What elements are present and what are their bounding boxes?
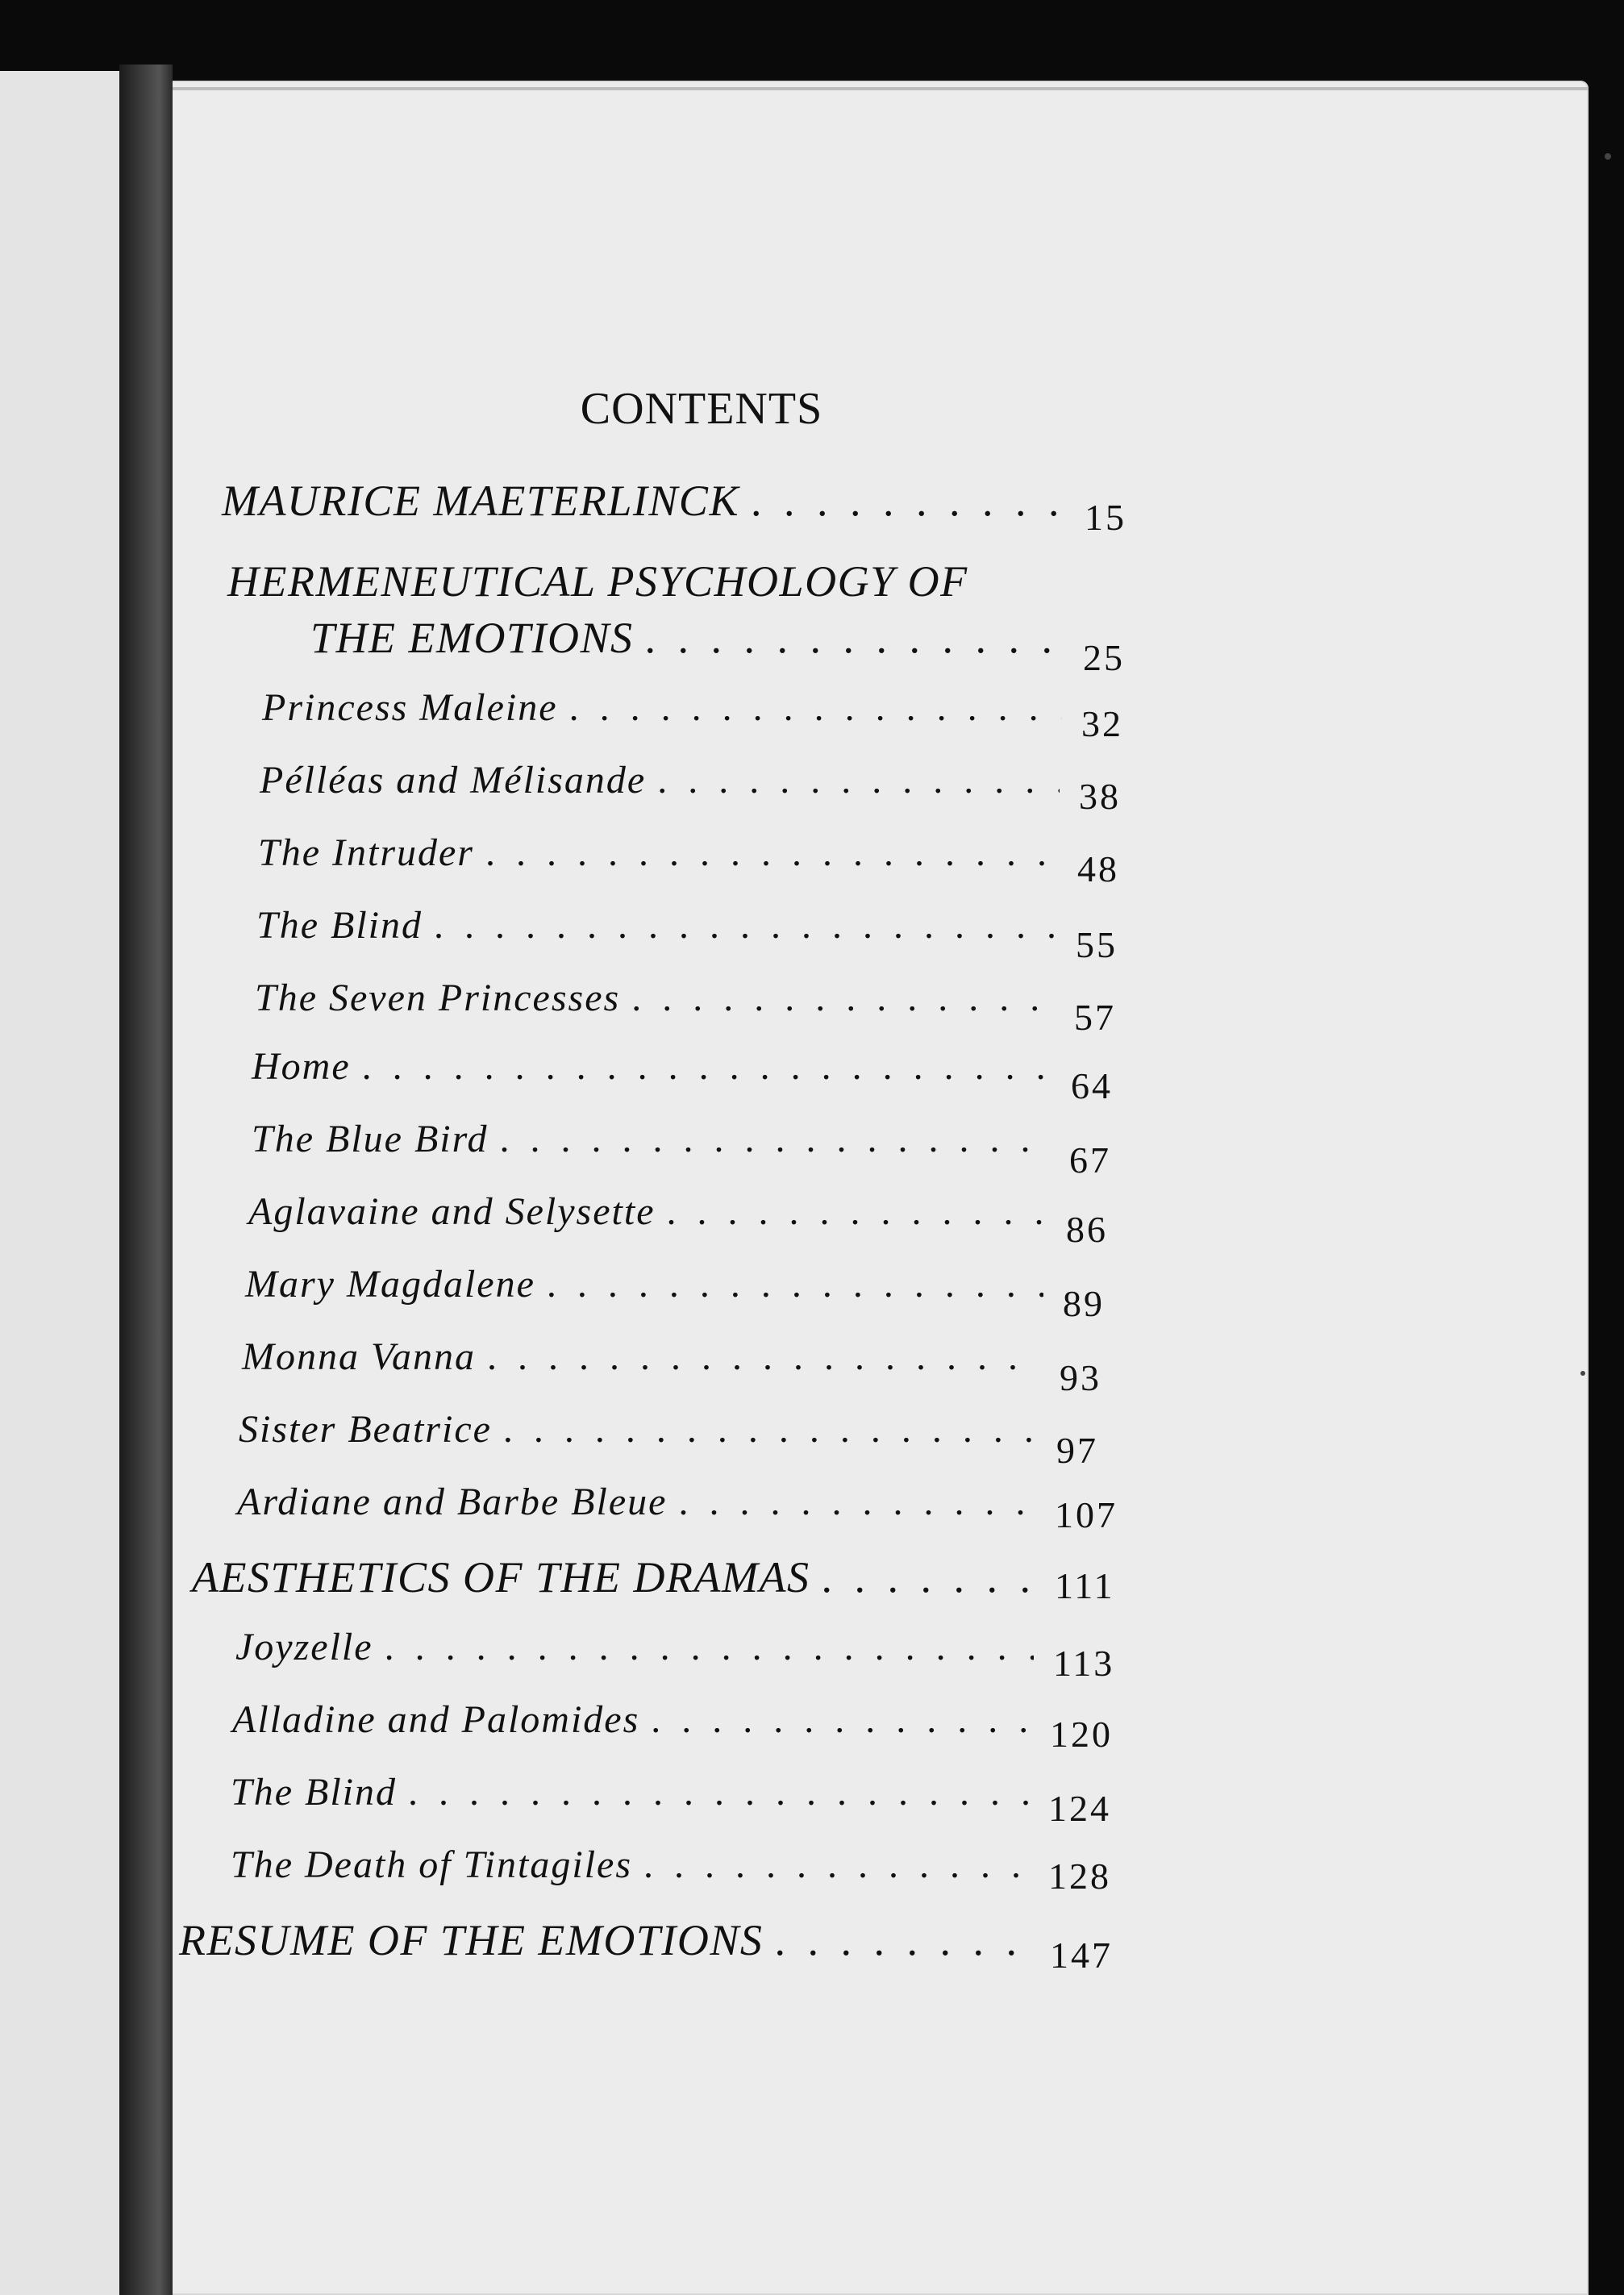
toc-entry xyxy=(248,1189,1155,1250)
toc-entry xyxy=(239,1407,1145,1471)
leader-dots xyxy=(631,976,1055,1020)
toc-entry-title: The Intruder xyxy=(258,831,474,874)
toc-entry-title: MAURICE MAETERLINCK xyxy=(222,477,739,525)
toc-entry xyxy=(245,1262,1151,1324)
toc-entry-title: Monna Vanna xyxy=(242,1335,476,1378)
leader-dots xyxy=(434,903,1056,948)
toc-entry xyxy=(252,1044,1160,1106)
leader-dots xyxy=(774,1915,1031,1965)
contents-heading: CONTENTS xyxy=(580,384,823,434)
toc-entry xyxy=(256,903,1164,965)
leader-dots xyxy=(821,1552,1035,1602)
leader-dots xyxy=(503,1407,1037,1452)
toc-entry xyxy=(232,1697,1139,1755)
toc-entry-title: Aglavaine and Selysette xyxy=(248,1190,656,1233)
toc-entry xyxy=(258,831,1166,889)
toc-entry-title: The Seven Princesses xyxy=(255,977,621,1019)
toc-entry-title: Mary Magdalene xyxy=(245,1263,535,1306)
toc-entry-title: The Blue Bird xyxy=(252,1118,489,1160)
leader-dots xyxy=(500,1117,1050,1161)
toc-entry xyxy=(262,685,1170,744)
toc-entry-page: 107 xyxy=(1055,1494,1118,1535)
toc-entry xyxy=(235,1625,1142,1684)
leader-dots xyxy=(485,831,1058,875)
toc-entry-page: 38 xyxy=(1079,776,1121,817)
toc-entry-page: 67 xyxy=(1069,1139,1111,1181)
toc-entry-page: 113 xyxy=(1053,1643,1115,1684)
leader-dots xyxy=(569,685,1062,730)
toc-entry-page: 57 xyxy=(1074,997,1116,1038)
toc-entry-title: The Blind xyxy=(256,904,423,947)
toc-entry-title: The Death of Tintagiles xyxy=(231,1843,633,1886)
toc-entry xyxy=(237,1480,1143,1535)
toc-entry xyxy=(252,1117,1158,1181)
toc-entry-page: 86 xyxy=(1066,1209,1108,1250)
toc-entry-page: 15 xyxy=(1085,497,1126,538)
toc-entry-title: Pélléas and Mélisande xyxy=(260,759,647,802)
toc-entry-title: Sister Beatrice xyxy=(239,1408,492,1451)
leader-dots xyxy=(678,1480,1035,1524)
toc-entry xyxy=(231,1843,1137,1897)
toc-entry-title-line1: HERMENEUTICAL PSYCHOLOGY OF xyxy=(227,557,968,606)
leader-dots xyxy=(657,758,1060,802)
toc-entry-page: 93 xyxy=(1060,1357,1101,1398)
toc-entry-title: Ardiane and Barbe Bleue xyxy=(237,1481,668,1523)
toc-entry xyxy=(179,1915,1139,1976)
toc-entry xyxy=(242,1335,1148,1398)
toc-entry-title: Joyzelle xyxy=(235,1626,373,1668)
toc-entry-page: 64 xyxy=(1071,1065,1113,1106)
leader-dots xyxy=(645,613,1064,663)
toc-entry-title: Princess Maleine xyxy=(262,686,558,729)
toc-entry-page: 48 xyxy=(1077,848,1119,889)
toc-entry-title: Alladine and Palomides xyxy=(232,1698,640,1741)
toc-entry-page: 111 xyxy=(1055,1565,1115,1606)
toc-entry xyxy=(222,476,1173,538)
toc-entry-page: 128 xyxy=(1048,1856,1111,1897)
toc-entry-title: THE EMOTIONS xyxy=(310,614,634,662)
toc-entry-page: 89 xyxy=(1063,1283,1105,1324)
toc-entry xyxy=(310,613,1172,678)
leader-dots xyxy=(408,1770,1029,1814)
leader-dots xyxy=(547,1262,1043,1306)
toc-entry-page: 32 xyxy=(1081,703,1123,744)
toc-entry xyxy=(231,1770,1137,1829)
leader-dots xyxy=(362,1044,1051,1089)
leader-dots xyxy=(643,1843,1029,1887)
toc-entry-page: 147 xyxy=(1050,1935,1113,1976)
toc-entry-page: 120 xyxy=(1050,1714,1113,1755)
leader-dots xyxy=(651,1697,1031,1742)
leader-dots xyxy=(487,1335,1040,1379)
toc-entry-title: AESTHETICS OF THE DRAMAS xyxy=(192,1553,810,1602)
toc-entry xyxy=(255,976,1163,1038)
leader-dots xyxy=(385,1625,1034,1669)
leader-dots xyxy=(667,1189,1047,1234)
toc-entry-page: 25 xyxy=(1083,637,1125,678)
toc-entry-title: Home xyxy=(252,1045,351,1088)
toc-entry xyxy=(192,1552,1143,1606)
toc-entry-page: 124 xyxy=(1048,1788,1111,1829)
toc-entry-title: RESUME OF THE EMOTIONS xyxy=(179,1916,764,1964)
toc-entry-page: 97 xyxy=(1056,1430,1098,1471)
toc-entry-page: 55 xyxy=(1076,924,1118,965)
toc-entry xyxy=(260,758,1168,817)
toc-entry-title: The Blind xyxy=(231,1771,397,1814)
leader-dots xyxy=(751,476,1065,526)
